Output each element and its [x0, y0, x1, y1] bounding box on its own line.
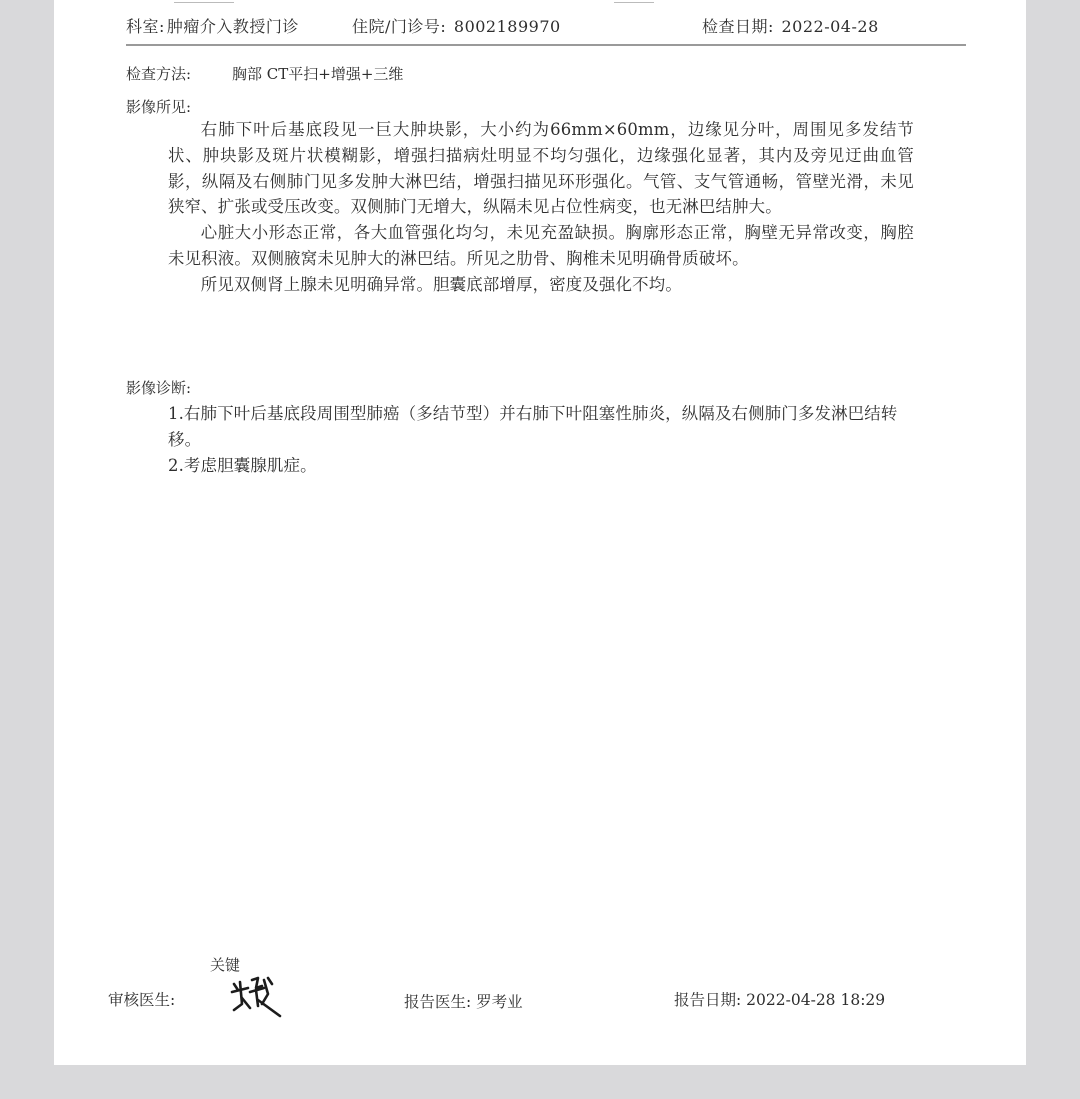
reviewer-label: 审核医生:: [108, 991, 176, 1009]
diagnosis-label: 影像诊断:: [126, 379, 192, 397]
exam-date-value: 2022-04-28: [781, 17, 879, 36]
department-value: 肿瘤介入教授门诊: [166, 17, 299, 36]
report-date-field: [674, 988, 885, 1010]
patient-id-label: 住院/门诊号:: [352, 17, 447, 36]
reporter-label: 报告医生:: [404, 993, 472, 1011]
exam-date-field: [702, 14, 879, 37]
findings-label: 影像所见:: [126, 98, 192, 116]
reporter-name: 罗考业: [476, 993, 523, 1011]
exam-date-label: 检查日期:: [702, 17, 774, 36]
diagnosis-body: [168, 401, 914, 478]
report-date-value: 2022-04-28 18:29: [746, 991, 886, 1009]
findings-body: [168, 117, 914, 298]
report-page: [54, 0, 1026, 1065]
findings-paragraph: 心脏大小形态正常，各大血管强化均匀，未见充盈缺损。胸廓形态正常，胸壁无异常改变，胸腔未见积液。双侧腋窝未见肿大的淋巴结。所见之肋骨、胸椎未见明确骨质破坏。: [168, 223, 914, 268]
diagnosis-item: 2.考虑胆囊腺肌症。: [168, 455, 317, 475]
patient-id-field: [352, 14, 561, 37]
header-divider: [126, 44, 966, 46]
reviewer-signature-image: [228, 970, 288, 1022]
findings-paragraph: 所见双侧肾上腺未见明确异常。胆囊底部增厚，密度及强化不均。: [200, 274, 682, 294]
clipped-previous-line: [614, 0, 654, 3]
reporter-field: [404, 990, 523, 1012]
patient-id-value: 8002189970: [453, 17, 561, 36]
findings-paragraph: 右肺下叶后基底段见一巨大肿块影，大小约为66mm×60mm，边缘见分叶，周围见多发结节状、肿块影及斑片状模糊影，增强扫描病灶明显不均匀强化，边缘强化显著，其内及旁见迂曲血管影，纵隔及右侧肺门见多发肿大淋巴结，增强扫描见环形强化。气管、支气管通畅，管壁光滑，未见狭窄、扩张或受压改变。双侧肺门无增大，纵隔未见占位性病变，也无淋巴结肿大。: [168, 120, 914, 217]
department-field: [126, 14, 299, 37]
method-value: 胸部 CT平扫+增强+三维: [232, 65, 404, 83]
method-label: 检查方法:: [126, 65, 192, 83]
department-label: 科室:: [126, 17, 165, 36]
report-date-label: 报告日期:: [674, 991, 742, 1009]
reviewer-printed-name: 关键: [210, 956, 241, 974]
diagnosis-item: 1.右肺下叶后基底段周围型肺癌（多结节型）并右肺下叶阻塞性肺炎，纵隔及右侧肺门多发淋巴结转移。: [168, 404, 898, 449]
clipped-previous-line: [174, 0, 234, 3]
